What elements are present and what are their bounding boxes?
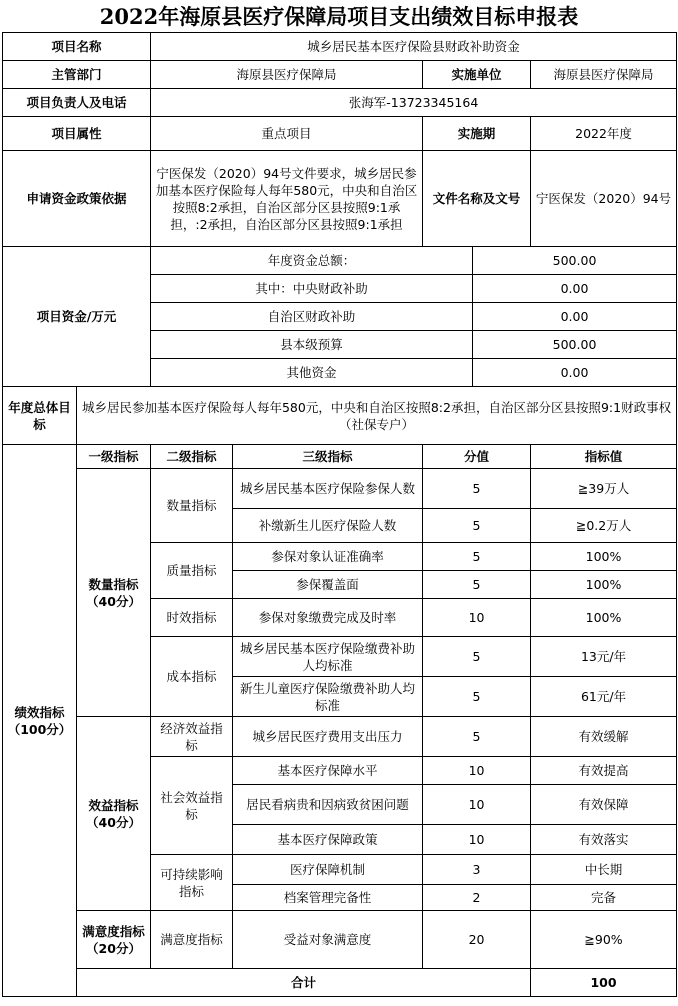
- fund-name: 年度资金总额：: [151, 247, 473, 275]
- total-row: [3, 969, 677, 997]
- target-value: 100%: [531, 543, 677, 571]
- person-row: [3, 89, 677, 117]
- target-value: 完备: [531, 885, 677, 911]
- fund-name: 县本级预算: [151, 331, 473, 359]
- goal-label: 年度总体目标: [3, 387, 77, 445]
- fund-value: 0.00: [473, 359, 677, 387]
- level3-indicator: 基本医疗保障政策: [233, 825, 423, 855]
- sub-social: 社会效益指标: [151, 757, 233, 855]
- level3-indicator: 城乡居民基本医疗保险参保人数: [233, 469, 423, 509]
- target-value: 100%: [531, 599, 677, 637]
- score-cell: 5: [423, 509, 531, 543]
- sub-satisfaction: 满意度指标: [151, 911, 233, 969]
- quantity-group-label: 数量指标（40分）: [77, 469, 151, 717]
- fund-value: 0.00: [473, 303, 677, 331]
- score-cell: 5: [423, 717, 531, 757]
- target-value: 中长期: [531, 855, 677, 885]
- funds-label: 项目资金/万元: [3, 247, 151, 387]
- performance-form-table: [2, 32, 677, 997]
- score-cell: 10: [423, 599, 531, 637]
- person-label: 项目负责人及电话: [3, 89, 151, 117]
- score-cell: 10: [423, 825, 531, 855]
- funds-row: [3, 247, 677, 275]
- document-value: 宁医保发（2020）94号: [531, 151, 677, 247]
- level3-indicator: 基本医疗保障水平: [233, 757, 423, 785]
- header-score: 分值: [423, 445, 531, 469]
- level3-indicator: 新生儿童医疗保险缴费补助人均标准: [233, 677, 423, 717]
- target-value: 100%: [531, 571, 677, 599]
- level3-indicator: 参保覆盖面: [233, 571, 423, 599]
- policy-value: 宁医保发（2020）94号文件要求，城乡居民参加基本医疗保险每人每年580元，中央和自治区按照8:2承担，自治区部分区县按照9:1承担，:2承担，自治区部分区县按照9:1承担: [151, 151, 423, 247]
- target-value: ≧0.2万人: [531, 509, 677, 543]
- target-value: 有效保障: [531, 785, 677, 825]
- department-value: 海原县医疗保障局: [151, 61, 423, 89]
- satisfaction-group-label: 满意度指标（20分）: [77, 911, 151, 969]
- score-cell: 5: [423, 637, 531, 677]
- policy-label: 申请资金政策依据: [3, 151, 151, 247]
- fund-value: 500.00: [473, 247, 677, 275]
- policy-row: [3, 151, 677, 247]
- level3-indicator: 城乡居民基本医疗保险缴费补助人均标准: [233, 637, 423, 677]
- score-cell: 10: [423, 757, 531, 785]
- level3-indicator: 城乡居民医疗费用支出压力: [233, 717, 423, 757]
- department-label: 主管部门: [3, 61, 151, 89]
- target-value: 61元/年: [531, 677, 677, 717]
- goal-text: 城乡居民参加基本医疗保险每人每年580元，中央和自治区按照8:2承担，自治区部分区县按照9:1财政事权（社保专户）: [77, 387, 677, 445]
- target-value: 13元/年: [531, 637, 677, 677]
- score-cell: 5: [423, 469, 531, 509]
- goal-row: [3, 387, 677, 445]
- perf-row: [3, 911, 677, 969]
- document-label: 文件名称及文号: [423, 151, 531, 247]
- attribute-label: 项目属性: [3, 117, 151, 151]
- fund-name: 其中：中央财政补助: [151, 275, 473, 303]
- level3-indicator: 受益对象满意度: [233, 911, 423, 969]
- period-label: 实施期: [423, 117, 531, 151]
- fund-name: 其他资金: [151, 359, 473, 387]
- score-cell: 3: [423, 855, 531, 885]
- implementing-unit-value: 海原县医疗保障局: [531, 61, 677, 89]
- score-cell: 5: [423, 677, 531, 717]
- header-level2: 二级指标: [151, 445, 233, 469]
- target-value: ≧90%: [531, 911, 677, 969]
- implementing-unit-label: 实施单位: [423, 61, 531, 89]
- header-level3: 三级指标: [233, 445, 423, 469]
- total-label: 合计: [77, 969, 531, 997]
- sub-economic: 经济效益指标: [151, 717, 233, 757]
- fund-value: 0.00: [473, 275, 677, 303]
- sub-timeliness: 时效指标: [151, 599, 233, 637]
- project-name-label: 项目名称: [3, 33, 151, 61]
- level3-indicator: 参保对象认证准确率: [233, 543, 423, 571]
- level3-indicator: 医疗保障机制: [233, 855, 423, 885]
- sub-sustain: 可持续影响指标: [151, 855, 233, 911]
- page-title: 2022年海原县医疗保障局项目支出绩效目标申报表: [99, 4, 579, 29]
- person-value: 张海军-13723345164: [151, 89, 677, 117]
- header-value: 指标值: [531, 445, 677, 469]
- attribute-value: 重点项目: [151, 117, 423, 151]
- attribute-row: [3, 117, 677, 151]
- level3-indicator: 补缴新生儿医疗保险人数: [233, 509, 423, 543]
- fund-value: 500.00: [473, 331, 677, 359]
- target-value: 有效缓解: [531, 717, 677, 757]
- project-name-value: 城乡居民基本医疗保险县财政补助资金: [151, 33, 677, 61]
- department-row: [3, 61, 677, 89]
- total-score: 100: [531, 969, 677, 997]
- benefit-group-label: 效益指标（40分）: [77, 717, 151, 911]
- perf-header-row: [3, 445, 677, 469]
- sub-cost: 成本指标: [151, 637, 233, 717]
- period-value: 2022年度: [531, 117, 677, 151]
- score-cell: 5: [423, 543, 531, 571]
- fund-name: 自治区财政补助: [151, 303, 473, 331]
- target-value: 有效提高: [531, 757, 677, 785]
- target-value: ≧39万人: [531, 469, 677, 509]
- score-cell: 2: [423, 885, 531, 911]
- score-cell: 5: [423, 571, 531, 599]
- project-name-row: [3, 33, 677, 61]
- target-value: 有效落实: [531, 825, 677, 855]
- performance-label: 绩效指标（100分）: [3, 445, 77, 997]
- sub-count: 数量指标: [151, 469, 233, 543]
- perf-row: [3, 717, 677, 757]
- level3-indicator: 参保对象缴费完成及时率: [233, 599, 423, 637]
- level3-indicator: 档案管理完备性: [233, 885, 423, 911]
- header-level1: 一级指标: [77, 445, 151, 469]
- score-cell: 10: [423, 785, 531, 825]
- score-cell: 20: [423, 911, 531, 969]
- level3-indicator: 居民看病贵和因病致贫困问题: [233, 785, 423, 825]
- perf-row: [3, 469, 677, 509]
- sub-quality: 质量指标: [151, 543, 233, 599]
